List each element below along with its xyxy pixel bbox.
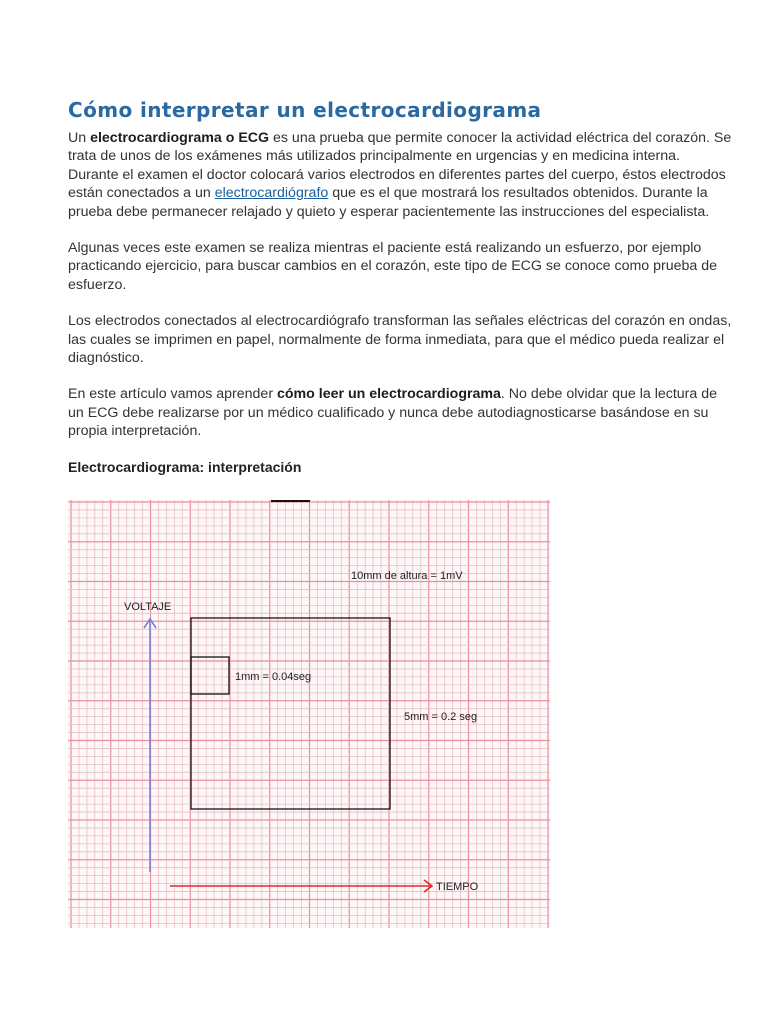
large-square-annotation: 5mm = 0.2 seg xyxy=(404,711,478,723)
intro-bold-term: electrocardiograma o ECG xyxy=(90,130,270,146)
time-label: TIEMPO xyxy=(436,881,479,893)
electrocardiografo-link[interactable]: electrocardiógrafo xyxy=(214,185,329,202)
ecg-paper-figure xyxy=(68,500,550,928)
paragraph-electrodes: Los electrodos conectados al electrocardiógrafo transforman las señales eléctricas del corazón en ondas, las cuales se imprimen en papel, normalmente de forma inmediata, para que el médico pueda realizar el diagnóstico. xyxy=(68,313,732,367)
intro-text-1: Un xyxy=(68,130,91,146)
read-bold-term: cómo leer un electrocardiograma xyxy=(276,386,501,403)
intro-text-3: que es el que mostrará los resultados obtenidos. Durante la prueba debe permanecer relajado y quieto y esperar pacientemente las instrucciones del especialista. xyxy=(68,185,710,220)
paragraph-how-to-read xyxy=(68,385,732,440)
paragraph-intro xyxy=(68,129,732,221)
voltage-label: VOLTAJE xyxy=(124,601,172,613)
article-title: Cómo interpretar un electrocardiograma xyxy=(68,98,542,122)
read-text-1: En este artículo vamos aprender xyxy=(68,386,277,403)
height-annotation: 10mm de altura = 1mV xyxy=(351,570,463,582)
read-text-2: . No debe olvidar que la lectura de un ECG debe realizarse por un médico cualificado y nunca debe autodiagnosticarse basándose en su propia interpretación. xyxy=(68,386,718,440)
paragraph-stress-test: Algunas veces este examen se realiza mientras el paciente está realizando un esfuerzo, por ejemplo practicando ejercicio, para buscar cambios en el corazón, este tipo de ECG se conoce como prueba de esfuerzo. xyxy=(68,240,718,293)
article xyxy=(68,96,732,485)
intro-text-2: es una prueba que permite conocer la actividad eléctrica del corazón. Se trata de unos de los exámenes más utilizados principalmente en urgencias y en medicina interna. Durante el examen el doctor colocará varios electrodos en diferentes partes del cuerpo, éstos electrodos están conectados a un xyxy=(68,130,732,202)
section-subheading: Electrocardiograma: interpretación xyxy=(68,458,302,475)
small-square-annotation: 1mm = 0.04seg xyxy=(235,671,312,683)
ecg-grid-diagram xyxy=(68,500,550,928)
